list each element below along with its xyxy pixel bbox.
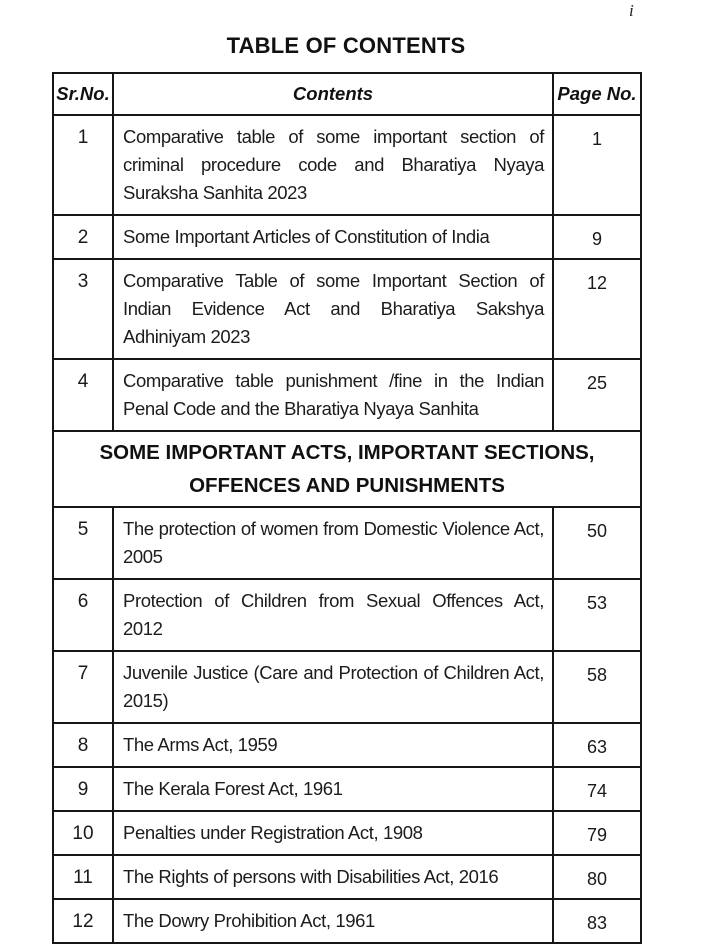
toc-row-1 — [53, 115, 641, 215]
toc-row-12 — [53, 899, 641, 943]
toc-row-7 — [53, 651, 641, 723]
contents-cell: The Rights of persons with Disabilities Act, 2016 — [113, 855, 553, 899]
sr-no-cell: 10 — [53, 811, 113, 855]
toc-row-9 — [53, 767, 641, 811]
sr-no-cell: 5 — [53, 507, 113, 579]
section-header-row — [53, 431, 641, 507]
toc-header-row — [53, 73, 641, 115]
page-no-cell: 9 — [553, 215, 641, 259]
header-contents: Contents — [113, 73, 553, 115]
sr-no-cell: 1 — [53, 115, 113, 215]
sr-no-cell: 8 — [53, 723, 113, 767]
toc-row-4 — [53, 359, 641, 431]
page-no-cell: 53 — [553, 579, 641, 651]
sr-no-cell: 9 — [53, 767, 113, 811]
title-block — [52, 0, 640, 59]
contents-cell: The protection of women from Domestic Violence Act, 2005 — [113, 507, 553, 579]
page-no-cell: 50 — [553, 507, 641, 579]
toc-row-8 — [53, 723, 641, 767]
toc-row-6 — [53, 579, 641, 651]
section-header-text: SOME IMPORTANT ACTS, IMPORTANT SECTIONS, OFFENCES AND PUNISHMENTS — [53, 431, 641, 507]
contents-cell: Juvenile Justice (Care and Protection of Children Act, 2015) — [113, 651, 553, 723]
contents-cell: Penalties under Registration Act, 1908 — [113, 811, 553, 855]
toc-row-2 — [53, 215, 641, 259]
contents-cell: The Dowry Prohibition Act, 1961 — [113, 899, 553, 943]
contents-cell: Comparative Table of some Important Section of Indian Evidence Act and Bharatiya Sakshya Adhiniyam 2023 — [113, 259, 553, 359]
page-folio-roman: i — [629, 1, 634, 20]
contents-cell: The Arms Act, 1959 — [113, 723, 553, 767]
sr-no-cell: 11 — [53, 855, 113, 899]
contents-cell: The Kerala Forest Act, 1961 — [113, 767, 553, 811]
toc-row-11 — [53, 855, 641, 899]
toc-row-5 — [53, 507, 641, 579]
sr-no-cell: 12 — [53, 899, 113, 943]
contents-cell: Comparative table punishment /fine in the Indian Penal Code and the Bharatiya Nyaya Sanhita — [113, 359, 553, 431]
sr-no-cell: 2 — [53, 215, 113, 259]
page-no-cell: 74 — [553, 767, 641, 811]
page-no-cell: 1 — [553, 115, 641, 215]
sr-no-cell: 6 — [53, 579, 113, 651]
table-of-contents — [52, 72, 642, 944]
page-no-cell: 12 — [553, 259, 641, 359]
page-no-cell: 79 — [553, 811, 641, 855]
page-no-cell: 63 — [553, 723, 641, 767]
page-no-cell: 83 — [553, 899, 641, 943]
sr-no-cell: 4 — [53, 359, 113, 431]
page-no-cell: 80 — [553, 855, 641, 899]
contents-cell: Comparative table of some important section of criminal procedure code and Bharatiya Nyaya Suraksha Sanhita 2023 — [113, 115, 553, 215]
page-no-cell: 25 — [553, 359, 641, 431]
header-page-no: Page No. — [553, 73, 641, 115]
toc-row-3 — [53, 259, 641, 359]
sr-no-cell: 3 — [53, 259, 113, 359]
toc-row-10 — [53, 811, 641, 855]
contents-cell: Some Important Articles of Constitution of India — [113, 215, 553, 259]
contents-cell: Protection of Children from Sexual Offences Act, 2012 — [113, 579, 553, 651]
sr-no-cell: 7 — [53, 651, 113, 723]
page-no-cell: 58 — [553, 651, 641, 723]
page-title: TABLE OF CONTENTS — [226, 33, 466, 58]
header-sr-no: Sr.No. — [53, 73, 113, 115]
